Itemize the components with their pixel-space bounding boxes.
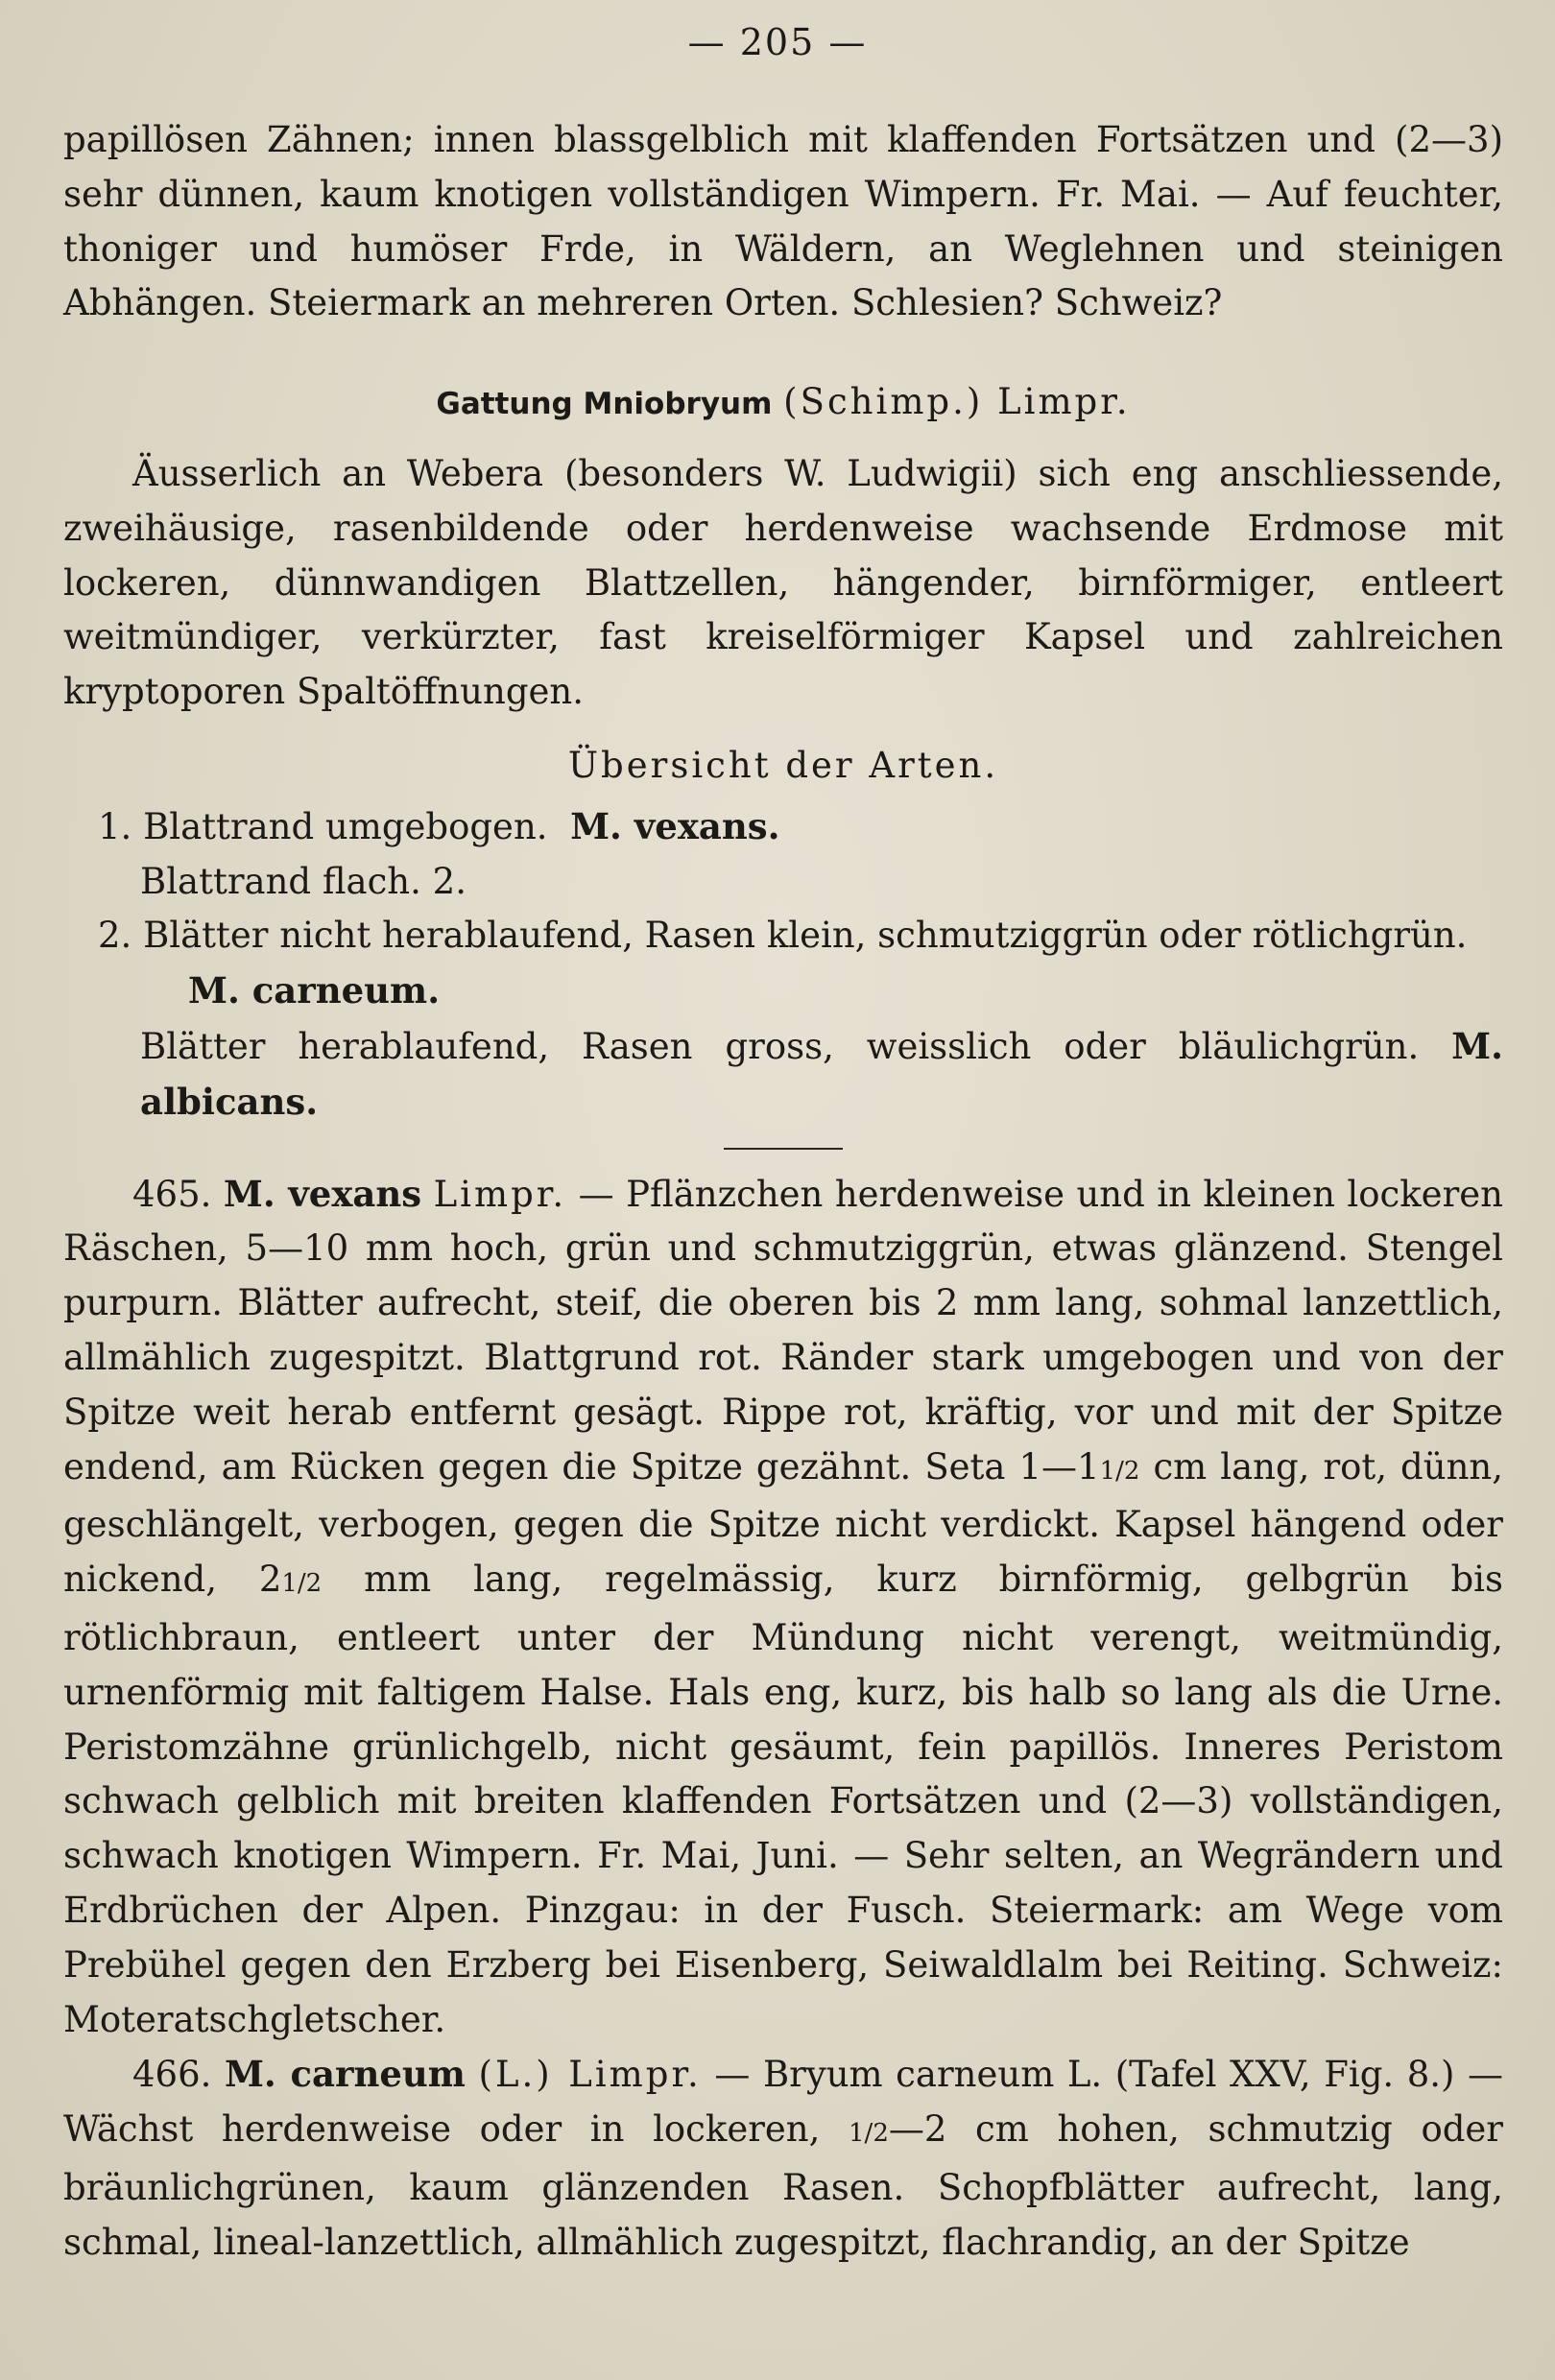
key-1-text: Blattrand umgebogen. [143, 805, 548, 847]
key-2-species: M. carneum. [188, 969, 441, 1012]
key-2-number: 2. [98, 915, 132, 957]
genus-heading [63, 375, 1503, 432]
page-number: — 205 — [687, 21, 868, 63]
species-466-text-a: — Bryum carneum L. (Tafel XXV, Fig. 8.) — Wächst herdenweise oder in lockeren, [63, 2054, 1504, 2151]
species-466-entry [63, 2047, 1503, 2270]
genus-label: Gattung Mniobryum [436, 387, 773, 422]
continued-paragraph: papillösen Zähnen; innen blassgelblich mit klaffenden Fortsätzen und (2—3) sehr dünnen, kaum knotigen vollständigen Wimpern. Fr. Mai. — Auf feuchter, thoniger und humöser Frde, in Wäldern, an Weglehnen und steinigen Abhängen. Steiermark an mehreren Orten. Schlesien? Schweiz? [63, 119, 1503, 324]
species-465-name: M. vexans [223, 1172, 422, 1215]
species-466-author: (L.) Limpr. [478, 2054, 702, 2096]
species-465-entry [63, 1167, 1503, 2048]
page-body [63, 113, 1503, 2270]
species-465-number: 465. [132, 1173, 212, 1215]
genus-description: Äusserlich an Webera (besonders W. Ludwigii) sich eng anschliessende, zweihäusige, rasenbildende oder herdenweise wachsende Erdmose mit lockeren, dünnwandigen Blattzellen, hängender, birnförmiger, entleert weitmündiger, verkürzter, fast kreiselförmiger Kapsel und zahlreichen kryptoporen Spaltöffnungen. [63, 452, 1503, 713]
key-entry-2b [63, 1019, 1503, 1130]
key-2b-text: Blätter herablaufend, Rasen gross, weisslich oder bläulichgrün. [140, 1025, 1420, 1067]
species-465-fraction-b: 1/2 [281, 1569, 323, 1599]
key-entry-1 [63, 799, 1503, 855]
species-466-fraction-a: 1/2 [849, 2119, 889, 2149]
species-465-text-c: mm lang, regelmässig, kurz birnförmig, gelbgrün bis rötlichbraun, entleert unter der Mündung nicht verengt, weitmündig, urnenförmig mit faltigem Halse. Hals eng, kurz, bis halb so lang als die Urne. Peristomzähne grünlichgelb, nicht gesäumt, fein papillös. Inneres Peristom schwach gelblich mit breiten klaffenden Fortsätzen und (2—3) vollständigen, schwach knotigen Wimpern. Fr. Mai, Juni. — Sehr selten, an Wegrändern und Erdbrüchen der Alpen. Pinzgau: in der Fusch. Steiermark: am Wege vom Prebühel gegen den Erzberg bei Eisenberg, Seiwaldlalm bei Reiting. Schweiz: Moteratschgletscher. [63, 1559, 1503, 2040]
key-entry-1b: Blattrand flach. 2. [140, 860, 466, 902]
key-1-number: 1. [98, 805, 132, 847]
species-465-text-b: cm lang, rot, dünn, geschlängelt, verbogen, gegen die Spitze nicht verdickt. Kapsel hängend oder nickend, 2 [63, 1445, 1503, 1601]
species-466-text-b: —2 cm hohen, schmutzig oder bräunlichgrünen, kaum glänzenden Rasen. Schopfblätter aufrecht, lang, schmal, lineal-lanzettlich, allmählich zugespitzt, flachrandig, an der Spitze [63, 2108, 1503, 2263]
species-465-fraction-a: 1/2 [1099, 1456, 1140, 1486]
key-1-species: M. vexans. [570, 804, 780, 847]
key-2-text: Blätter nicht herablaufend, Rasen klein, schmutziggrün oder rötlichgrün. [143, 915, 1468, 957]
key-entry-2-species [63, 964, 1503, 1019]
key-2b-species: M. albicans. [140, 1024, 1504, 1123]
species-466-number: 466. [132, 2054, 212, 2096]
species-465-text-a: — Pflänzchen herdenweise und in kleinen lockeren Räschen, 5—10 mm hoch, grün und schmutziggrün, etwas glänzend. Stengel purpurn. Blätter aufrecht, steif, die oberen bis 2 mm lang, sohmal lanzettlich, allmählich zugespitzt. Blattgrund rot. Ränder stark umgebogen und von der Spitze weit herab entfernt gesägt. Rippe rot, kräftig, vor und mit der Spitze endend, am Rücken gegen die Spitze gezähnt. Seta 1—1 [63, 1173, 1503, 1488]
section-divider [724, 1148, 843, 1150]
key-entry-2 [63, 909, 1503, 964]
species-466-name: M. carneum [224, 2053, 466, 2096]
species-465-author: Limpr. [433, 1173, 567, 1215]
overview-title: Übersicht der Arten. [567, 744, 999, 786]
genus-author: (Schimp.) Limpr. [783, 381, 1131, 423]
